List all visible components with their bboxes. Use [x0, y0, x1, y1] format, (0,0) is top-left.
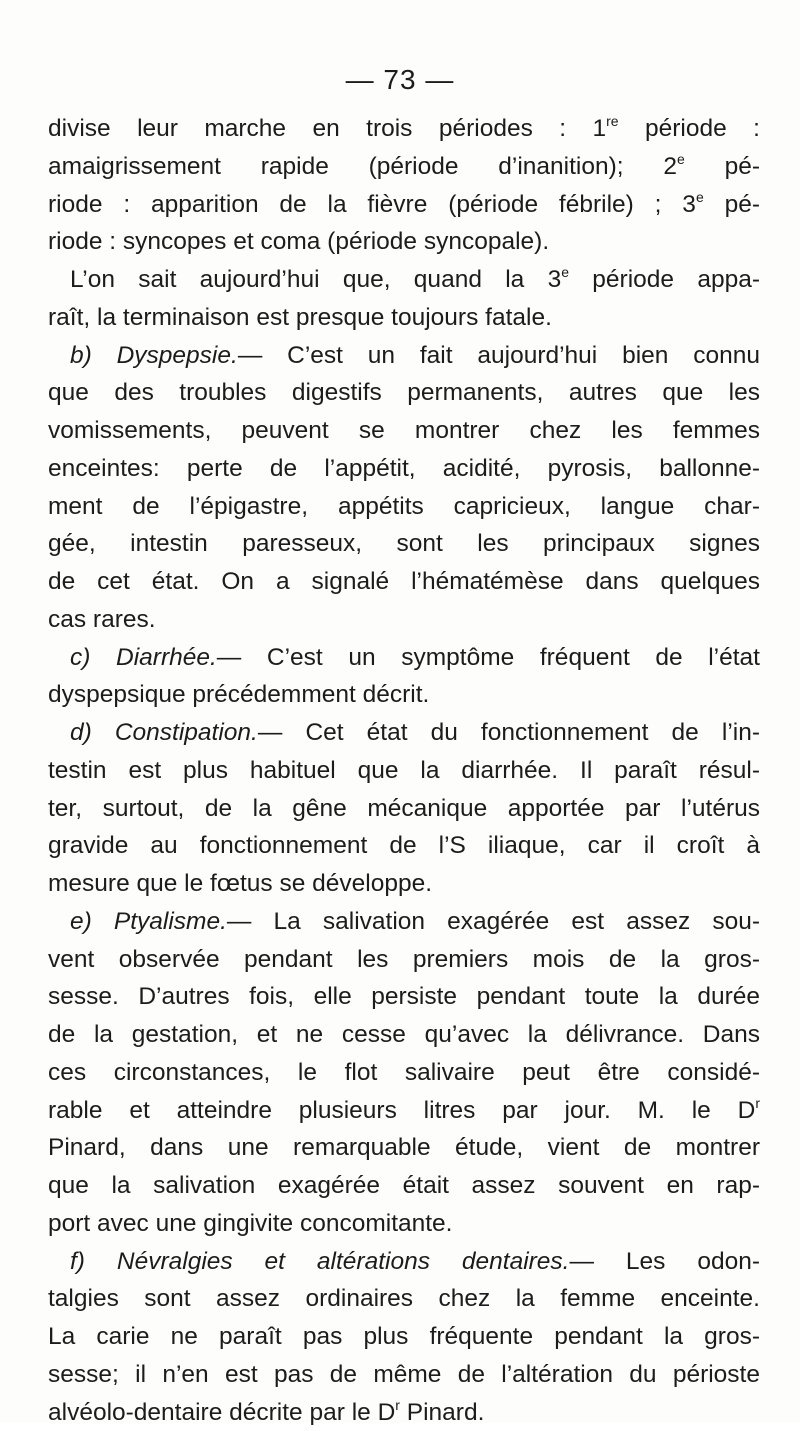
body-text: [48, 110, 760, 1431]
text-segment: sesse. D’autres fois, elle persiste pendant toute la durée: [48, 983, 760, 1010]
text-line: [48, 790, 760, 828]
text-segment: cas rares.: [48, 606, 156, 633]
superscript: e: [696, 189, 704, 205]
text-segment: alvéolo-dentaire décrite par le D: [48, 1399, 395, 1426]
text-line: [48, 941, 760, 979]
text-line: [48, 676, 760, 714]
text-line: [48, 1129, 760, 1167]
text-segment: ment de l’épigastre, appétits capricieux, langue char-: [48, 493, 760, 520]
text-segment: raît, la terminaison est presque toujours fatale.: [48, 304, 552, 331]
text-segment: gravide au fonctionnement de l’S iliaque, car il croît à: [48, 832, 760, 859]
text-line: [48, 714, 760, 752]
text-line: [48, 903, 760, 941]
text-segment: dyspepsique précédemment décrit.: [48, 681, 429, 708]
text-segment: amaigrissement rapide (période d’inanition); 2: [48, 153, 677, 180]
page-number: — 73 —: [0, 64, 800, 96]
text-line: [48, 1356, 760, 1394]
text-segment: sesse; il n’en est pas de même de l’altération du périoste: [48, 1361, 760, 1388]
italic-heading: c) Diarrhée.: [70, 644, 217, 671]
text-line: [48, 450, 760, 488]
text-segment: de la gestation, et ne cesse qu’avec la délivrance. Dans: [48, 1021, 760, 1048]
text-segment: période :: [619, 115, 760, 142]
text-segment: pé-: [685, 153, 760, 180]
text-segment: La carie ne paraît pas plus fréquente pendant la gros-: [48, 1323, 760, 1350]
text-segment: riode : apparition de la fièvre (période fébrile) ; 3: [48, 191, 696, 218]
text-line: [48, 1243, 760, 1281]
text-line: [48, 752, 760, 790]
text-segment: — La salivation exagérée est assez sou-: [227, 908, 760, 935]
text-segment: — C’est un symptôme fréquent de l’état: [217, 644, 760, 671]
text-line: [48, 488, 760, 526]
text-line: [48, 110, 760, 148]
superscript: re: [606, 113, 618, 129]
text-segment: Pinard, dans une remarquable étude, vient de montrer: [48, 1134, 760, 1161]
text-line: [48, 148, 760, 186]
text-line: [48, 525, 760, 563]
text-line: [48, 865, 760, 903]
italic-heading: b) Dyspepsie.: [70, 342, 238, 369]
text-line: [48, 261, 760, 299]
text-segment: enceintes: perte de l’appétit, acidité, pyrosis, ballonne-: [48, 455, 760, 482]
text-segment: gée, intestin paresseux, sont les principaux signes: [48, 530, 760, 557]
text-segment: que la salivation exagérée était assez souvent en rap-: [48, 1172, 760, 1199]
text-segment: période appa-: [569, 266, 760, 293]
text-segment: de cet état. On a signalé l’hématémèse dans quelques: [48, 568, 760, 595]
superscript: r: [755, 1095, 760, 1111]
text-line: [48, 1394, 760, 1431]
text-segment: Pinard.: [400, 1399, 484, 1426]
text-segment: divise leur marche en trois périodes : 1: [48, 115, 606, 142]
text-line: [48, 1054, 760, 1092]
italic-heading: f) Névralgies et altérations dentaires.: [70, 1248, 569, 1275]
text-line: [48, 1205, 760, 1243]
italic-heading: d) Constipation.: [70, 719, 258, 746]
text-line: [48, 299, 760, 337]
text-segment: talgies sont assez ordinaires chez la femme enceinte.: [48, 1285, 760, 1312]
text-segment: — C’est un fait aujourd’hui bien connu: [238, 342, 760, 369]
text-line: [48, 223, 760, 261]
text-segment: testin est plus habituel que la diarrhée. Il paraît résul-: [48, 757, 760, 784]
text-segment: vomissements, peuvent se montrer chez les femmes: [48, 417, 760, 444]
text-line: [48, 601, 760, 639]
text-segment: port avec une gingivite concomitante.: [48, 1210, 453, 1237]
text-line: [48, 374, 760, 412]
text-segment: rable et atteindre plusieurs litres par jour. M. le D: [48, 1097, 755, 1124]
text-segment: vent observée pendant les premiers mois de la gros-: [48, 946, 760, 973]
superscript: e: [677, 151, 685, 167]
text-segment: — Cet état du fonctionnement de l’in-: [258, 719, 760, 746]
text-segment: — Les odon-: [569, 1248, 760, 1275]
text-line: [48, 186, 760, 224]
text-line: [48, 1167, 760, 1205]
text-line: [48, 978, 760, 1016]
text-line: [48, 1280, 760, 1318]
superscript: r: [395, 1397, 400, 1413]
text-segment: ter, surtout, de la gêne mécanique apportée par l’utérus: [48, 795, 760, 822]
superscript: e: [561, 264, 569, 280]
text-line: [48, 1092, 760, 1130]
text-segment: riode : syncopes et coma (période syncopale).: [48, 228, 549, 255]
text-line: [48, 1318, 760, 1356]
text-line: [48, 563, 760, 601]
text-line: [48, 412, 760, 450]
text-line: [48, 337, 760, 375]
text-line: [48, 1016, 760, 1054]
italic-heading: e) Ptyalisme.: [70, 908, 227, 935]
text-segment: pé-: [704, 191, 760, 218]
text-line: [48, 639, 760, 677]
text-segment: que des troubles digestifs permanents, autres que les: [48, 379, 760, 406]
text-segment: L’on sait aujourd’hui que, quand la 3: [70, 266, 561, 293]
text-line: [48, 827, 760, 865]
text-segment: mesure que le fœtus se développe.: [48, 870, 432, 897]
text-segment: ces circonstances, le flot salivaire peut être considé-: [48, 1059, 760, 1086]
